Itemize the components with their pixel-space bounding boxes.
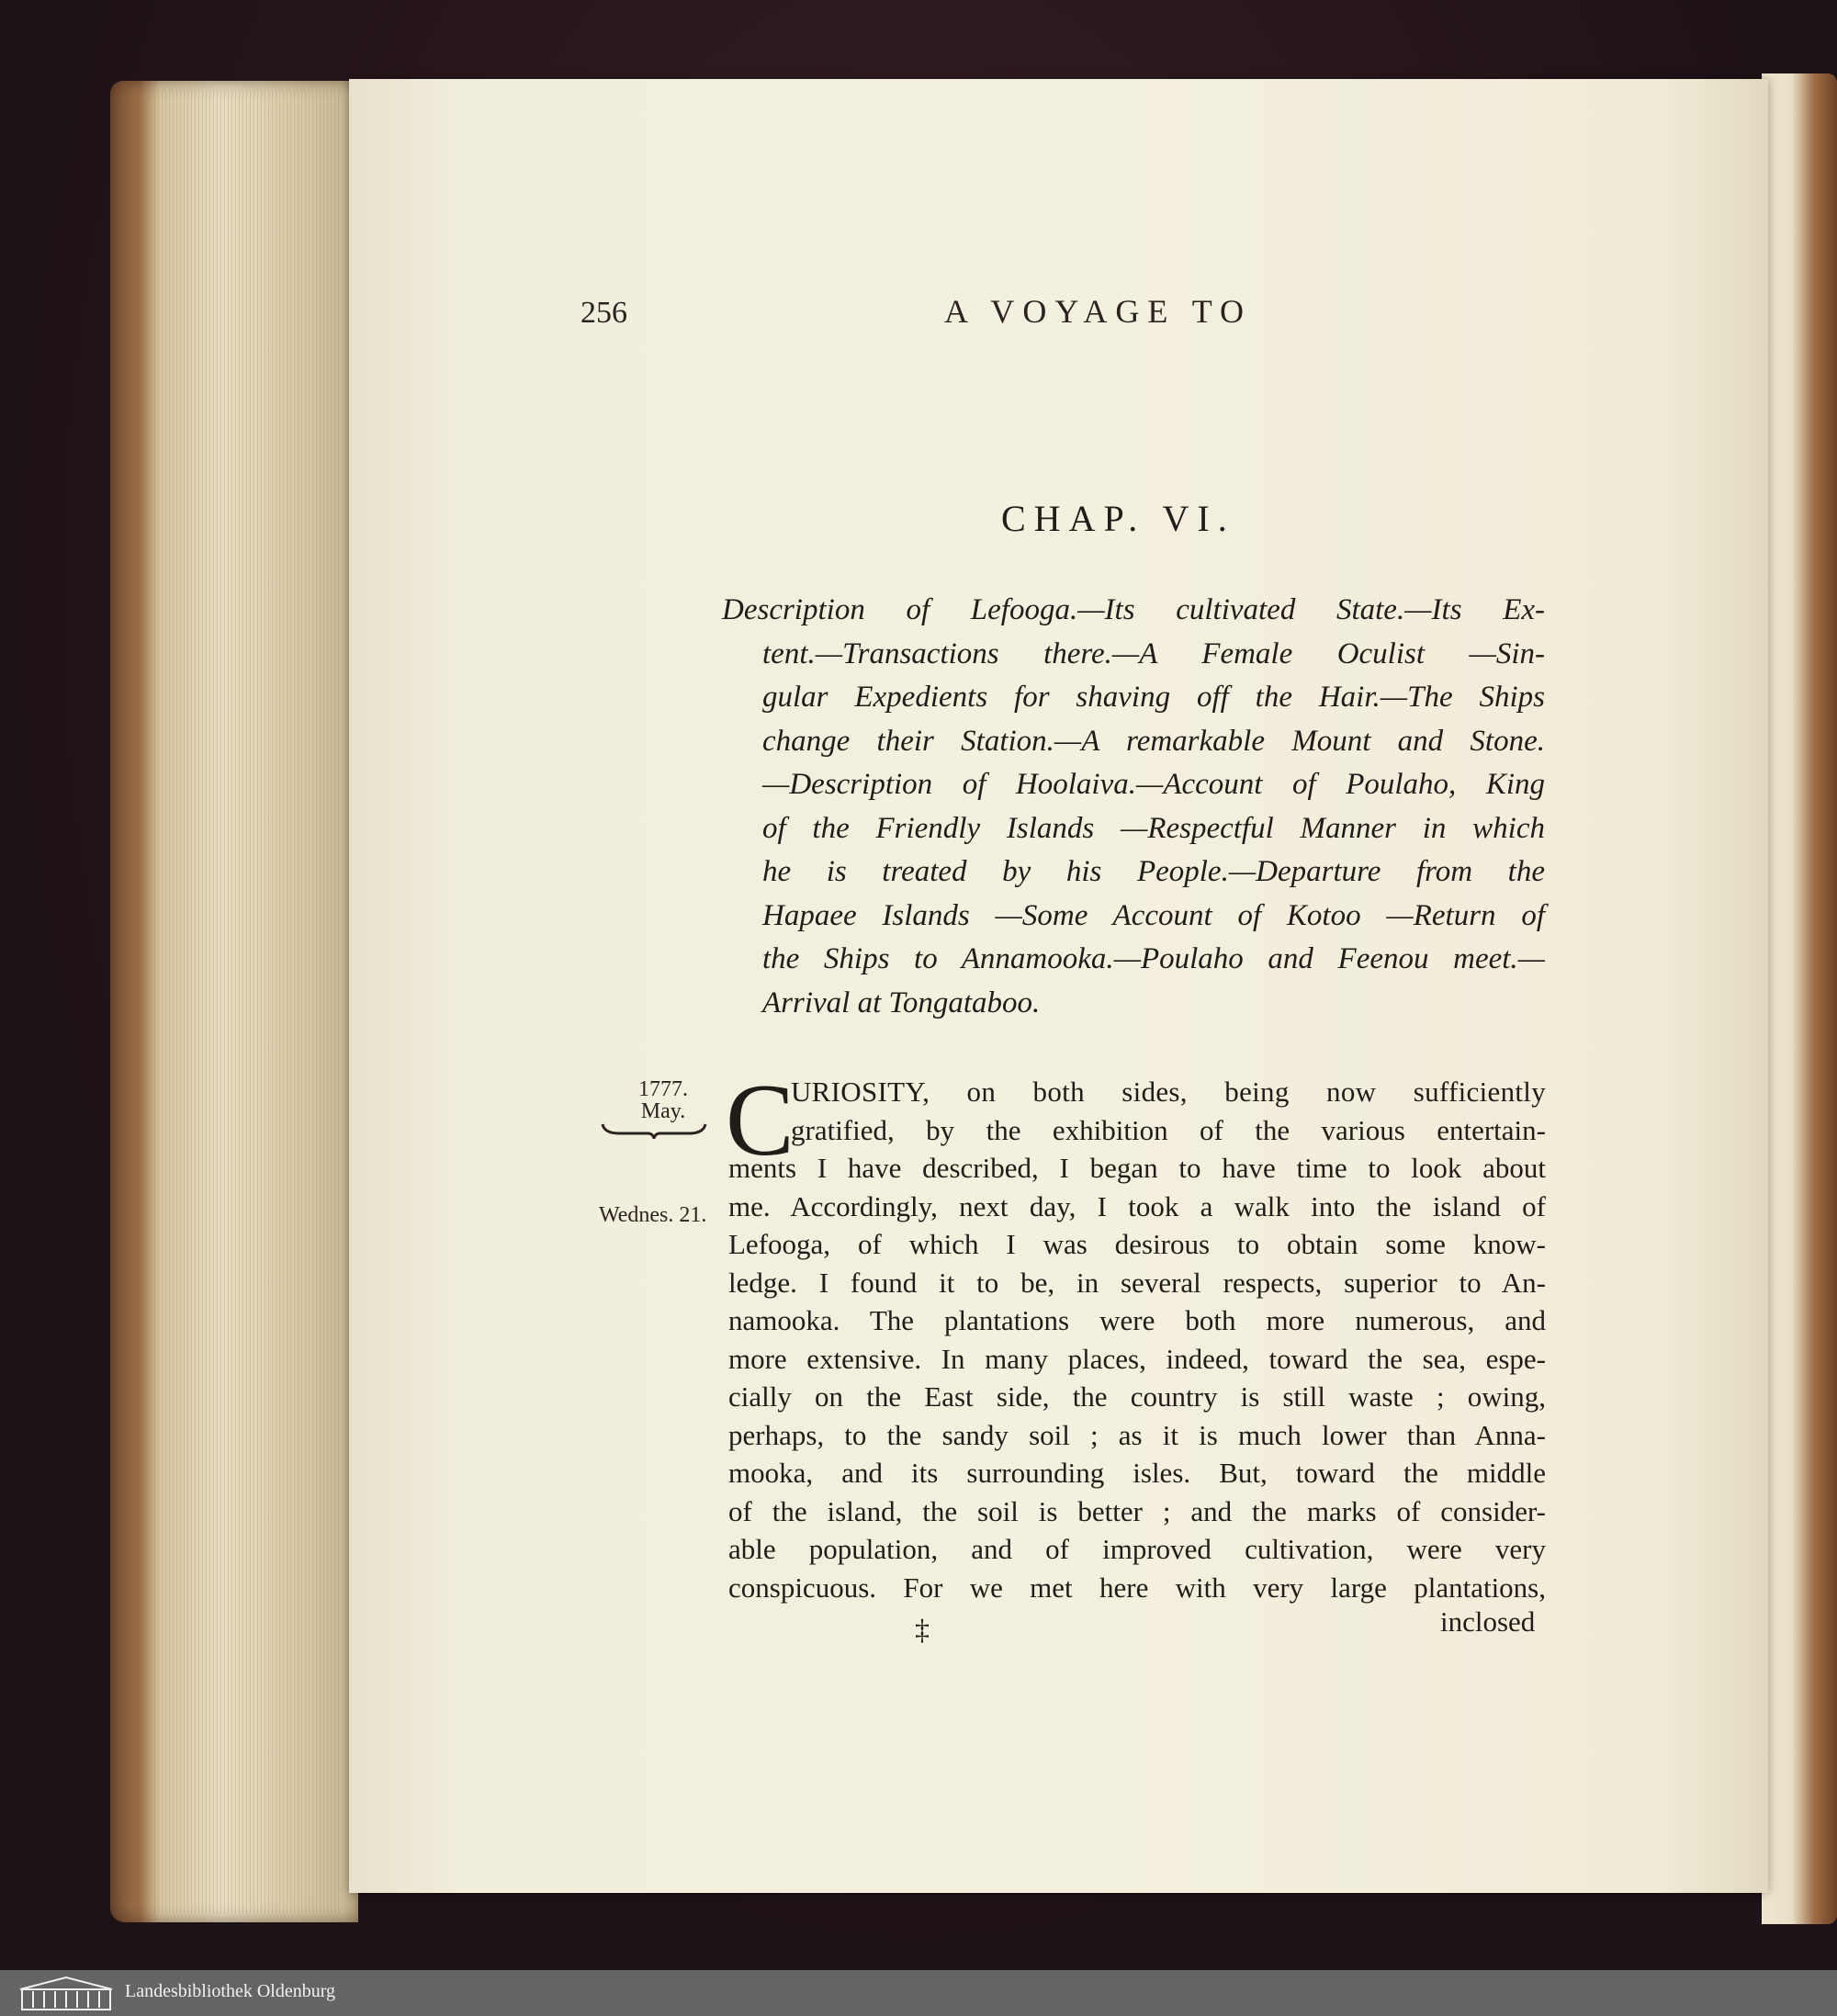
body-line: of the island, the soil is better ; and the marks of consider- bbox=[728, 1494, 1546, 1527]
summary-line: he is treated by his People.—Departure from the bbox=[762, 855, 1545, 888]
body-line: cially on the East side, the country is still waste ; owing, bbox=[728, 1380, 1546, 1413]
margin-month: May. bbox=[640, 1099, 686, 1123]
body-line: mooka, and its surrounding isles. But, toward the middle bbox=[728, 1457, 1546, 1489]
page-number: 256 bbox=[580, 296, 627, 330]
library-building-icon bbox=[18, 1975, 114, 2011]
body-line: perhaps, to the sandy soil ; as it is much lower than Anna- bbox=[728, 1418, 1546, 1451]
summary-line: gular Expedients for shaving off the Hair.—The Ships bbox=[762, 681, 1545, 714]
chapter-summary bbox=[722, 589, 1545, 1025]
footer-label: Landesbibliothek Oldenburg bbox=[125, 1981, 336, 2001]
margin-date-note bbox=[625, 1078, 702, 1122]
body-line: able population, and of improved cultivation, were very bbox=[728, 1533, 1546, 1565]
body-line: more extensive. In many places, indeed, toward the sea, espe- bbox=[728, 1342, 1546, 1375]
chapter-heading: CHAP. VI. bbox=[1001, 498, 1235, 539]
summary-line: Hapaee Islands —Some Account of Kotoo —Return of bbox=[762, 898, 1545, 932]
body-line: namooka. The plantations were both more numerous, and bbox=[728, 1304, 1546, 1336]
summary-line: the Ships to Annamooka.—Poulaho and Feenou meet.— bbox=[762, 942, 1545, 975]
running-head: A VOYAGE TO bbox=[944, 293, 1253, 330]
signature-mark: ‡ bbox=[915, 1613, 930, 1646]
body-line: ledge. I found it to be, in several respects, superior to An- bbox=[728, 1266, 1546, 1299]
body-line: URIOSITY, on both sides, being now sufficiently bbox=[791, 1076, 1546, 1108]
margin-brace-icon bbox=[601, 1122, 707, 1139]
summary-line: of the Friendly Islands —Respectful Manner in which bbox=[762, 811, 1545, 845]
catchword: inclosed bbox=[1440, 1605, 1536, 1638]
facing-page-edge bbox=[1762, 73, 1837, 1924]
body-text bbox=[726, 1064, 1546, 1606]
body-line: conspicuous. For we met here with very large plantations, bbox=[728, 1571, 1546, 1604]
summary-line: Arrival at Tongataboo. bbox=[762, 985, 1041, 1019]
drop-cap: C bbox=[726, 1064, 795, 1177]
body-line: me. Accordingly, next day, I took a walk into the island of bbox=[728, 1189, 1546, 1222]
margin-day-note: Wednes. 21. bbox=[599, 1203, 707, 1227]
summary-line: Description of Lefooga.—Its cultivated State.—Its Ex- bbox=[722, 593, 1545, 626]
book-fore-edge bbox=[110, 81, 358, 1922]
margin-year: 1777. bbox=[638, 1077, 688, 1101]
body-line: ments I have described, I began to have time to look about bbox=[728, 1152, 1546, 1184]
summary-line: tent.—Transactions there.—A Female Oculist —Sin- bbox=[762, 636, 1545, 670]
body-line: Lefooga, of which I was desirous to obtain some know- bbox=[728, 1228, 1546, 1260]
summary-line: —Description of Hoolaiva.—Account of Poulaho, King bbox=[762, 768, 1545, 801]
body-line: gratified, by the exhibition of the various entertain- bbox=[791, 1113, 1546, 1146]
summary-line: change their Station.—A remarkable Mount and Stone. bbox=[762, 724, 1545, 758]
